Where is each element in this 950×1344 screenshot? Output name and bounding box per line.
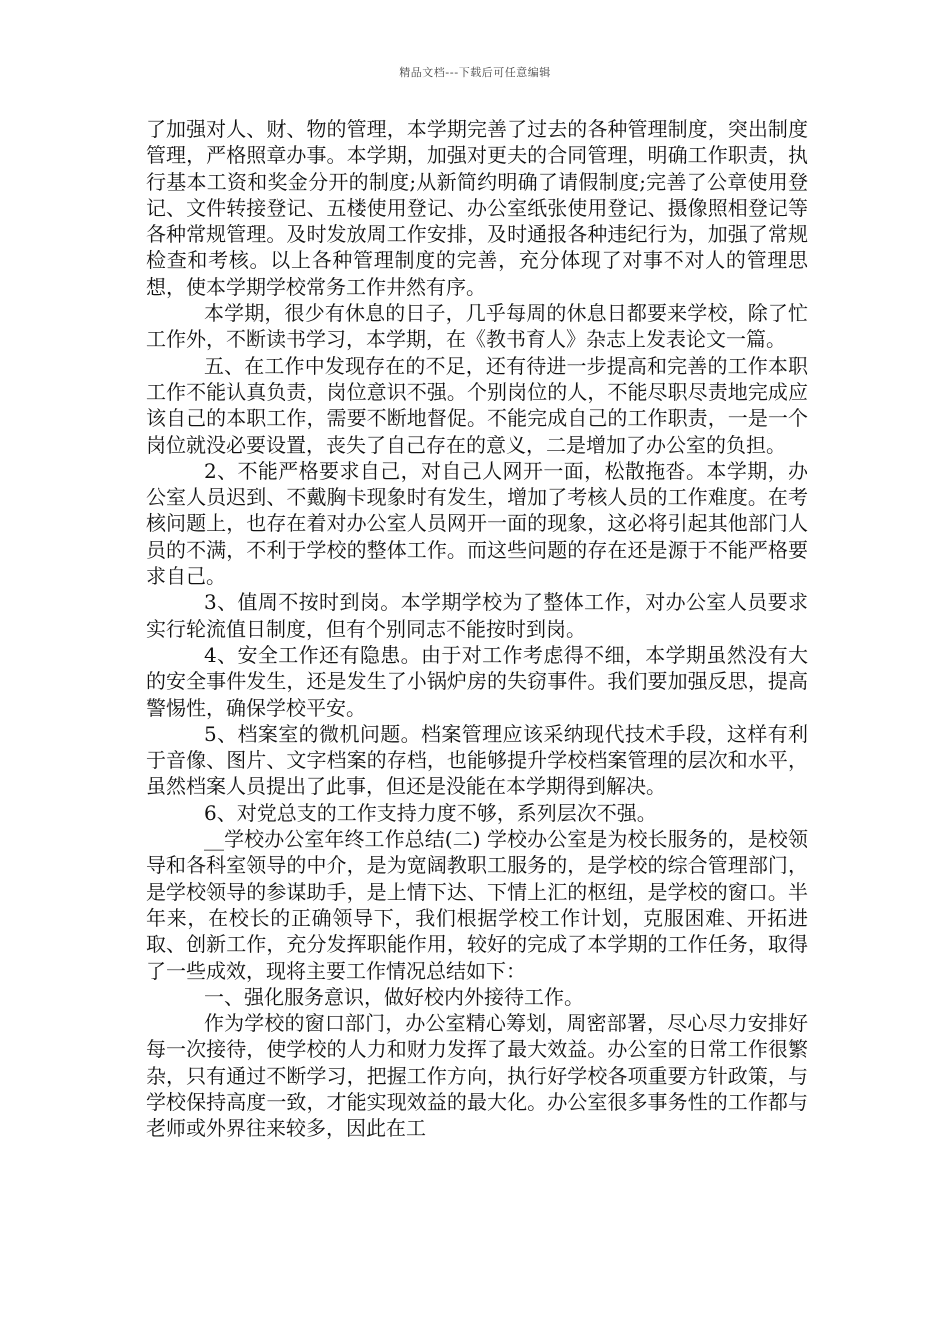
paragraph: 本学期，很少有休息的日子，几乎每周的休息日都要来学校，除了忙工作外，不断读书学习，本学期，在《教书育人》杂志上发表论文一篇。	[146, 301, 808, 352]
paragraph: 一、强化服务意识，做好校内外接待工作。	[204, 984, 584, 1009]
page-header: 精品文档---下载后可任意编辑	[399, 66, 551, 79]
paragraph: 了加强对人、财、物的管理，本学期完善了过去的各种管理制度，突出制度管理，严格照章办事。本学期，加强对更夫的合同管理，明确工作职责，执行基本工资和奖金分开的制度;从新简约明确了请假制度;完善了公章使用登记、文件转接登记、五楼使用登记、办公室纸张使用登记、摄像照相登记等各种常规管理。及时发放周工作安排，及时通报各种违纪行为，加强了常规检查和考核。以上各种管理制度的完善，充分体现了对事不对人的管理思想，使本学期学校常务工作井然有序。	[146, 117, 808, 299]
paragraph: 5、档案室的微机问题。档案管理应该采纳现代技术手段，这样有利于音像、图片、文字档案的存档，也能够提升学校档案管理的层次和水平，虽然档案人员提出了此事，但还是没能在本学期得到解决。	[146, 721, 808, 799]
paragraph: 2、不能严格要求自己，对自己人网开一面，松散拖沓。本学期，办公室人员迟到、不戴胸卡现象时有发生，增加了考核人员的工作难度。在考核问题上，也存在着对办公室人员网开一面的现象，这必将引起其他部门人员的不满，不利于学校的整体工作。而这些问题的存在还是源于不能严格要求自己。	[146, 458, 808, 589]
document-body	[146, 116, 808, 1142]
paragraph: 4、安全工作还有隐患。由于对工作考虑得不细，本学期虽然没有大的安全事件发生，还是发生了小锅炉房的失窃事件。我们要加强反思，提高警惕性，确保学校平安。	[146, 642, 808, 720]
paragraph: 作为学校的窗口部门，办公室精心筹划，周密部署，尽心尽力安排好每一次接待，使学校的人力和财力发挥了最大效益。办公室的日常工作很繁杂，只有通过不断学习，把握工作方向，执行好学校各项重要方针政策，与学校保持高度一致，才能实现效益的最大化。办公室很多事务性的工作都与老师或外界往来较多，因此在工	[146, 1011, 808, 1141]
paragraph: 3、值周不按时到岗。本学期学校为了整体工作，对办公室人员要求实行轮流值日制度，但有个别同志不能按时到岗。	[146, 590, 808, 641]
paragraph: __学校办公室年终工作总结(二) 学校办公室是为校长服务的，是校领导和各科室领导的中介，是为宽阔教职工服务的，是学校的综合管理部门，是学校领导的参谋助手，是上情下达、下情上汇的枢纽，是学校的窗口。半年来，在校长的正确领导下，我们根据学校工作计划，克服困难、开拓进取、创新工作，充分发挥职能作用，较好的完成了本学期的工作任务，取得了一些成效，现将主要工作情况总结如下：	[146, 827, 808, 983]
paragraph: 五、在工作中发现存在的不足，还有待进一步提高和完善的工作本职工作不能认真负责，岗位意识不强。个别岗位的人，不能尽职尽责地完成应该自己的本职工作，需要不断地督促。不能完成自己的工作职责，一是一个岗位就没必要设置，丧失了自己存在的意义，二是增加了办公室的负担。	[146, 353, 808, 457]
paragraph: 6、对党总支的工作支持力度不够，系列层次不强。	[204, 800, 657, 825]
